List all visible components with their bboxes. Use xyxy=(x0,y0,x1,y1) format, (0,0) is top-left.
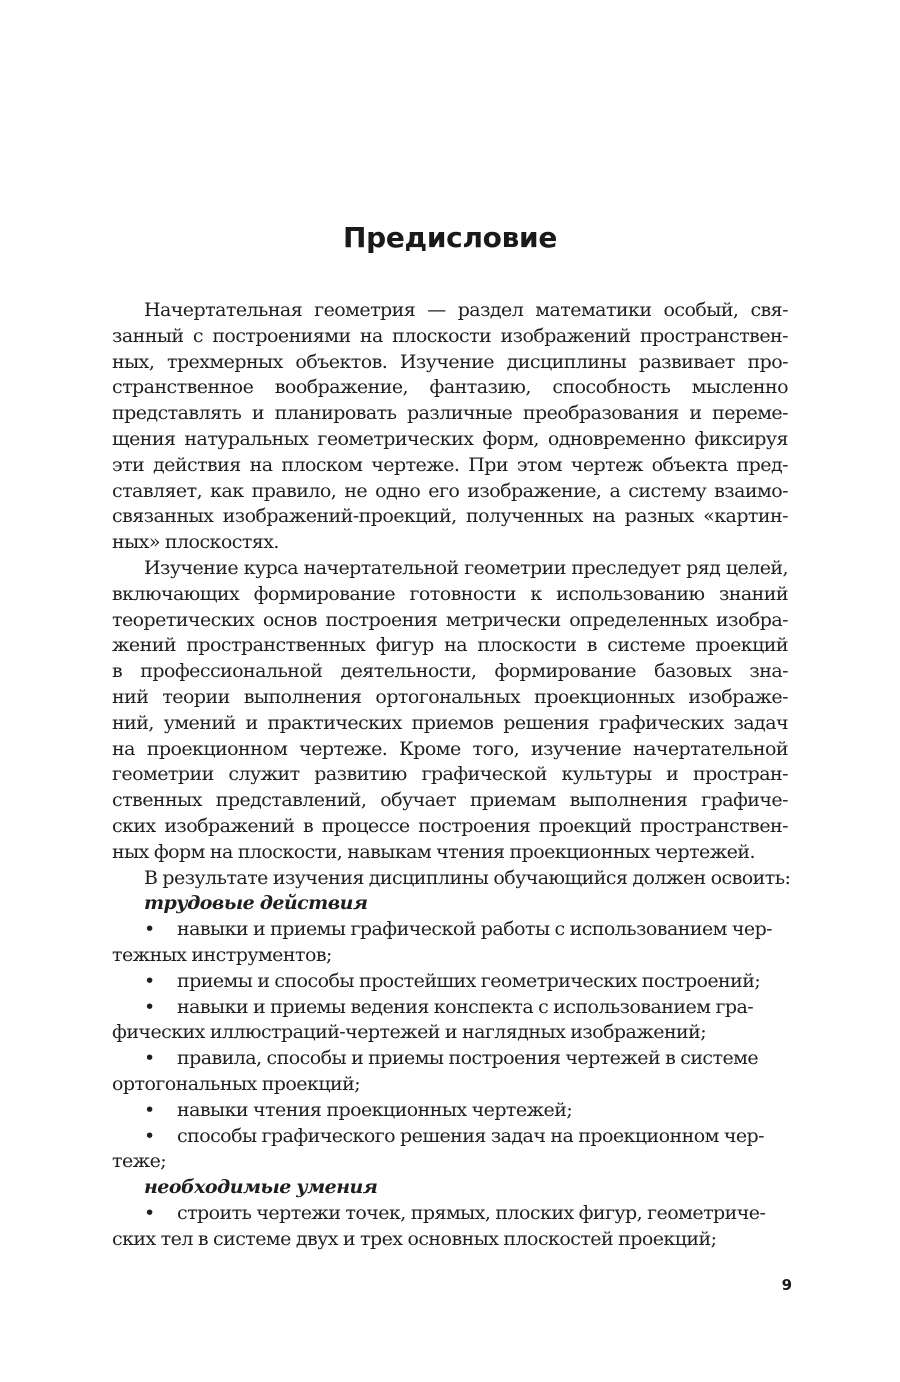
list-item-text: навыки чтения проекционных чертежей; xyxy=(177,1098,573,1121)
bullet-icon: • xyxy=(144,995,155,1018)
text-line: включающих формирование готовности к использованию знаний xyxy=(112,582,788,605)
bullet-icon: • xyxy=(144,918,155,941)
list-item-text: приемы и способы простейших геометрических построений; xyxy=(177,969,761,992)
bullet-icon: • xyxy=(144,969,155,992)
list-item xyxy=(112,917,788,943)
text-line: теже; xyxy=(112,1150,167,1173)
text-line: В результате изучения дисциплины обучающийся должен освоить: xyxy=(144,866,791,889)
list-item xyxy=(112,1124,788,1150)
list-item xyxy=(112,995,788,1021)
list-item xyxy=(112,1098,788,1124)
text-line: Начертательная геометрия — раздел математики особый, свя- xyxy=(144,299,788,321)
bullet-icon: • xyxy=(144,1098,155,1121)
text-line: эти действия на плоском чертеже. При этом чертеж объекта пред- xyxy=(112,453,788,476)
section-subheading: необходимые умения xyxy=(144,1176,378,1199)
page-number: 9 xyxy=(781,1276,792,1294)
list-item xyxy=(112,969,788,995)
text-line: странственное воображение, фантазию, способность мысленно xyxy=(112,376,788,399)
text-line: геометрии служит развитию графической культуры и простран- xyxy=(112,763,788,786)
text-line: тежных инструментов; xyxy=(112,943,332,966)
bullet-icon: • xyxy=(144,1201,155,1224)
list-item-text: строить чертежи точек, прямых, плоских фигур, геометриче- xyxy=(177,1201,766,1224)
list-item xyxy=(112,1201,788,1227)
text-line: ственных представлений, обучает приемам выполнения графиче- xyxy=(112,789,788,812)
text-line: ний теории выполнения ортогональных проекционных изображе- xyxy=(112,685,788,708)
text-line: ставляет, как правило, не одно его изображение, а систему взаимо- xyxy=(112,479,788,502)
text-line: фических иллюстраций-чертежей и наглядных изображений; xyxy=(112,1021,707,1044)
bullet-icon: • xyxy=(144,1047,155,1070)
text-line: ортогональных проекций; xyxy=(112,1072,361,1095)
text-line: жений пространственных фигур на плоскости в системе проекций xyxy=(112,634,788,657)
list-item xyxy=(112,1046,788,1072)
list-item-text: правила, способы и приемы построения чертежей в системе xyxy=(177,1047,759,1070)
text-line: ских изображений в процессе построения проекций пространствен- xyxy=(112,814,788,837)
list-item-text: навыки и приемы ведения конспекта с использованием гра- xyxy=(177,995,754,1018)
text-line: представлять и планировать различные преобразования и переме- xyxy=(112,402,788,425)
text-line: ных, трехмерных объектов. Изучение дисциплины развивает про- xyxy=(112,350,788,373)
text-line: Изучение курса начертательной геометрии преследует ряд целей, xyxy=(144,556,788,579)
text-line: ских тел в системе двух и трех основных плоскостей проекций; xyxy=(112,1227,717,1250)
text-line: теоретических основ построения метрически определенных изобра- xyxy=(112,608,788,631)
text-line: щения натуральных геометрических форм, одновременно фиксируя xyxy=(112,427,788,450)
list-item-text: навыки и приемы графической работы с использованием чер- xyxy=(177,918,773,941)
text-line: в профессиональной деятельности, формирование базовых зна- xyxy=(112,660,788,683)
text-line: ных» плоскостях. xyxy=(112,531,279,554)
page-title: Предисловие xyxy=(342,221,558,254)
section-subheading: трудовые действия xyxy=(144,892,368,915)
text-line: на проекционном чертеже. Кроме того, изучение начертательной xyxy=(112,737,788,760)
bullet-icon: • xyxy=(144,1124,155,1147)
text-line: ных форм на плоскости, навыкам чтения проекционных чертежей. xyxy=(112,840,755,863)
list-item-text: способы графического решения задач на проекционном чер- xyxy=(177,1124,765,1147)
text-line: ний, умений и практических приемов решения графических задач xyxy=(112,711,788,734)
text-line: занный с построениями на плоскости изображений пространствен- xyxy=(112,324,788,347)
body-text xyxy=(112,298,791,1252)
text-line: связанных изображений-проекций, полученных на разных «картин- xyxy=(112,505,788,528)
